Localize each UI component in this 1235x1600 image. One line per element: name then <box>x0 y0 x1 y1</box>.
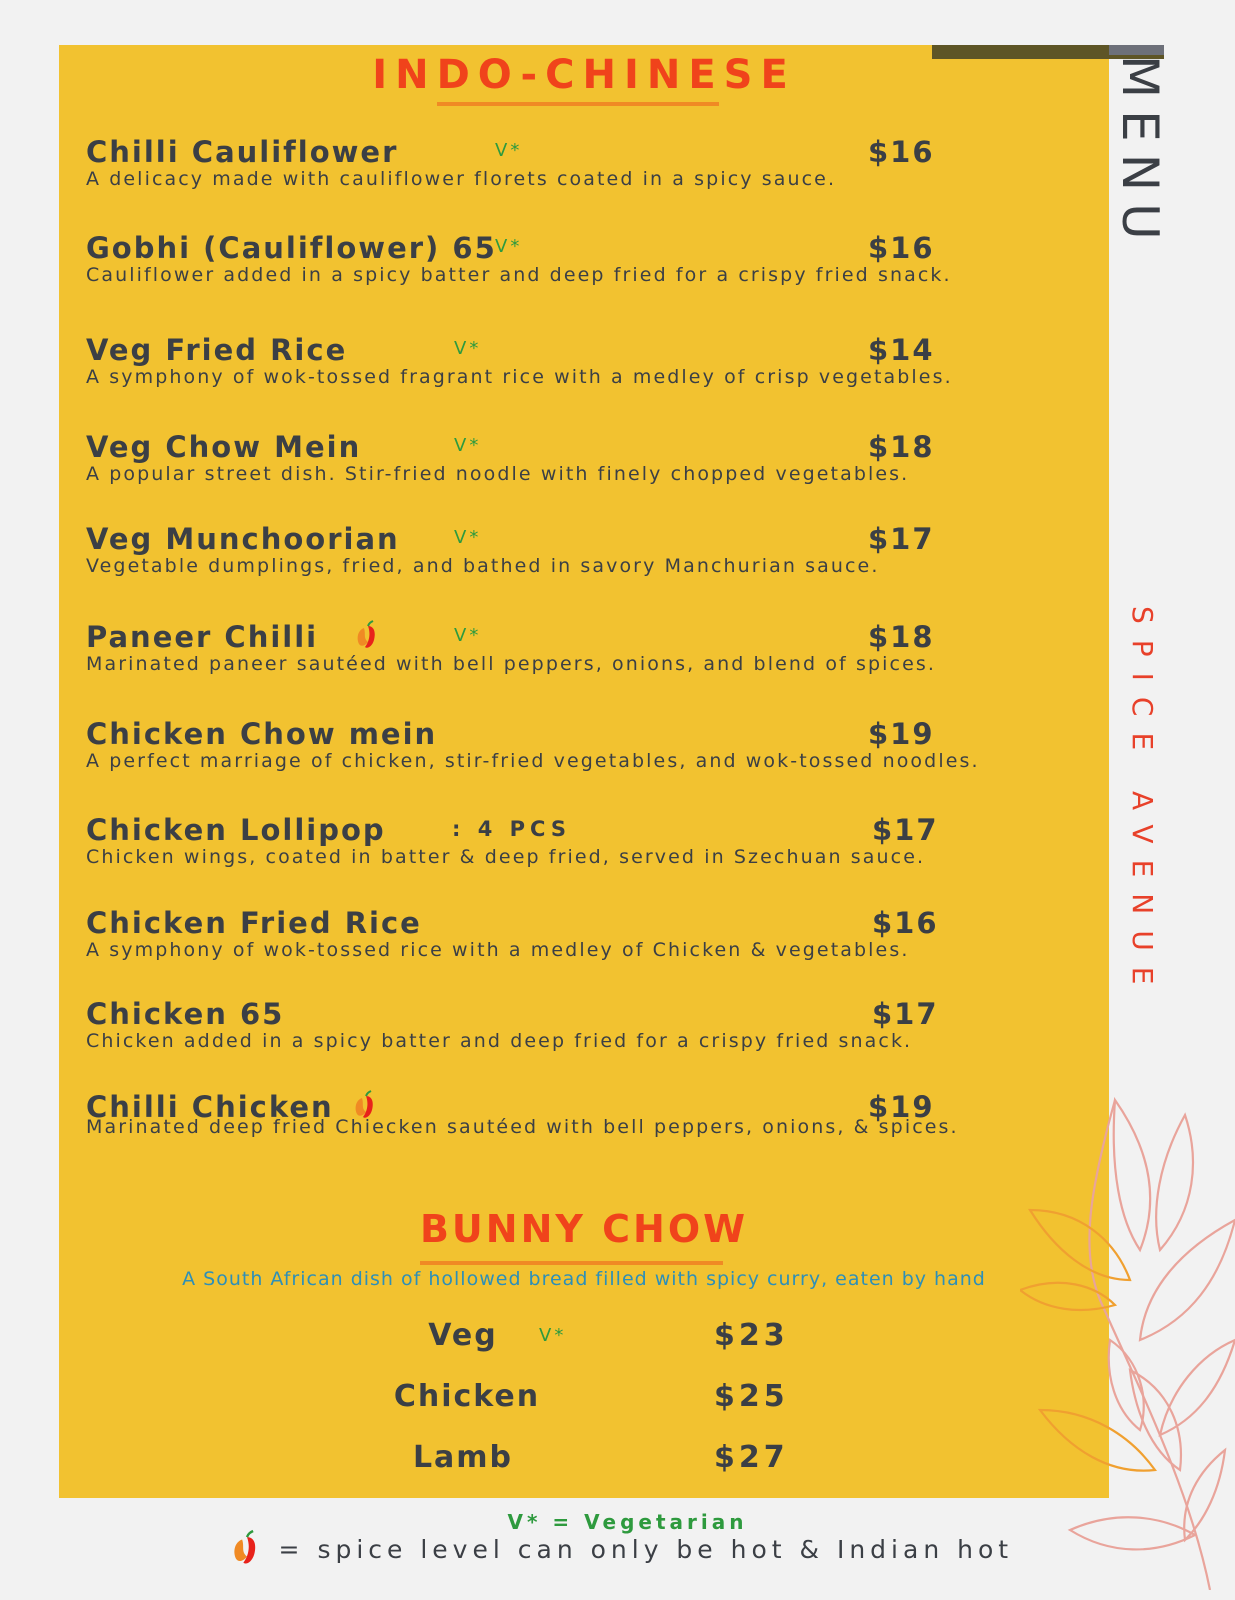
bunny-item-name: Veg <box>428 1318 498 1353</box>
item-price: $16 <box>868 135 935 169</box>
vegetarian-mark: V* <box>454 338 482 359</box>
item-name: Chicken Lollipop <box>86 813 386 847</box>
piece-count: : 4 PCS <box>452 817 571 841</box>
vegetarian-mark: V* <box>454 625 482 646</box>
item-price: $19 <box>868 1090 935 1124</box>
item-description: Marinated paneer sautéed with bell peppers, onions, and blend of spices. <box>86 653 936 675</box>
legend-spice-text: = spice level can only be hot & Indian hot <box>278 1535 1014 1564</box>
item-description: Chicken wings, coated in batter & deep fried, served in Szechuan sauce. <box>86 846 926 868</box>
item-price: $17 <box>868 522 935 556</box>
legend-vegetarian: V* = Vegetarian <box>507 1510 748 1534</box>
section-title-indo-chinese: INDO-CHINESE <box>372 52 796 98</box>
item-description: A popular street dish. Stir-fried noodle with finely chopped vegetables. <box>86 463 910 485</box>
title-underline <box>437 102 719 106</box>
item-description: A delicacy made with cauliflower florets coated in a spicy sauce. <box>86 168 837 190</box>
item-name: Veg Chow Mein <box>86 430 362 464</box>
item-description: Vegetable dumplings, fried, and bathed in savory Manchurian sauce. <box>86 555 880 577</box>
item-description: Chicken added in a spicy batter and deep fried for a crispy fried snack. <box>86 1030 913 1052</box>
item-price: $18 <box>868 430 935 464</box>
item-description: Marinated deep fried Chiecken sautéed with bell peppers, onions, & spices. <box>86 1116 959 1138</box>
item-description: A symphony of wok-tossed fragrant rice with a medley of crisp vegetables. <box>86 366 953 388</box>
title-underline <box>420 1261 723 1265</box>
item-price: $17 <box>872 813 939 847</box>
item-name: Chilli Chicken <box>86 1090 334 1124</box>
vegetarian-mark: V* <box>495 236 523 257</box>
bunny-item-price: $25 <box>714 1379 789 1414</box>
restaurant-name: SPICE AVENUE <box>1126 606 1159 1001</box>
vegetarian-mark: V* <box>495 140 523 161</box>
item-name: Chicken 65 <box>86 997 285 1031</box>
section-title-bunny-chow: BUNNY CHOW <box>419 1207 749 1251</box>
bunny-item-name: Lamb <box>412 1440 514 1475</box>
item-name: Chicken Fried Rice <box>86 906 422 940</box>
item-price: $17 <box>872 997 939 1031</box>
vegetarian-mark: V* <box>454 435 482 456</box>
item-name: Chilli Cauliflower <box>86 135 399 169</box>
item-name: Gobhi (Cauliflower) 65 <box>86 231 497 265</box>
item-price: $18 <box>868 620 935 654</box>
chili-pepper-icon <box>354 620 382 656</box>
vegetarian-mark: V* <box>454 527 482 548</box>
item-description: A perfect marriage of chicken, stir-fried vegetables, and wok-tossed noodles. <box>86 750 980 772</box>
legend-spice <box>230 1528 1013 1568</box>
vegetarian-mark: V* <box>539 1325 567 1346</box>
bunny-item-price: $23 <box>714 1318 789 1353</box>
chili-pepper-icon <box>230 1531 279 1566</box>
item-name: Chicken Chow mein <box>86 717 438 751</box>
menu-label: MENU <box>1111 55 1169 252</box>
item-price: $16 <box>872 906 939 940</box>
section-subtitle: A South African dish of hollowed bread filled with spicy curry, eaten by hand <box>182 1268 986 1290</box>
decorative-bar-end <box>1109 45 1164 55</box>
item-name: Veg Munchoorian <box>86 522 400 556</box>
item-name: Paneer Chilli <box>86 620 319 654</box>
item-description: Cauliflower added in a spicy batter and deep fried for a crispy fried snack. <box>86 264 952 286</box>
item-name: Veg Fried Rice <box>86 333 348 367</box>
item-price: $14 <box>868 333 935 367</box>
item-price: $19 <box>868 717 935 751</box>
bunny-item-price: $27 <box>714 1440 789 1475</box>
bunny-item-name: Chicken <box>393 1379 541 1414</box>
item-price: $16 <box>868 231 935 265</box>
item-description: A symphony of wok-tossed rice with a medley of Chicken & vegetables. <box>86 939 910 961</box>
